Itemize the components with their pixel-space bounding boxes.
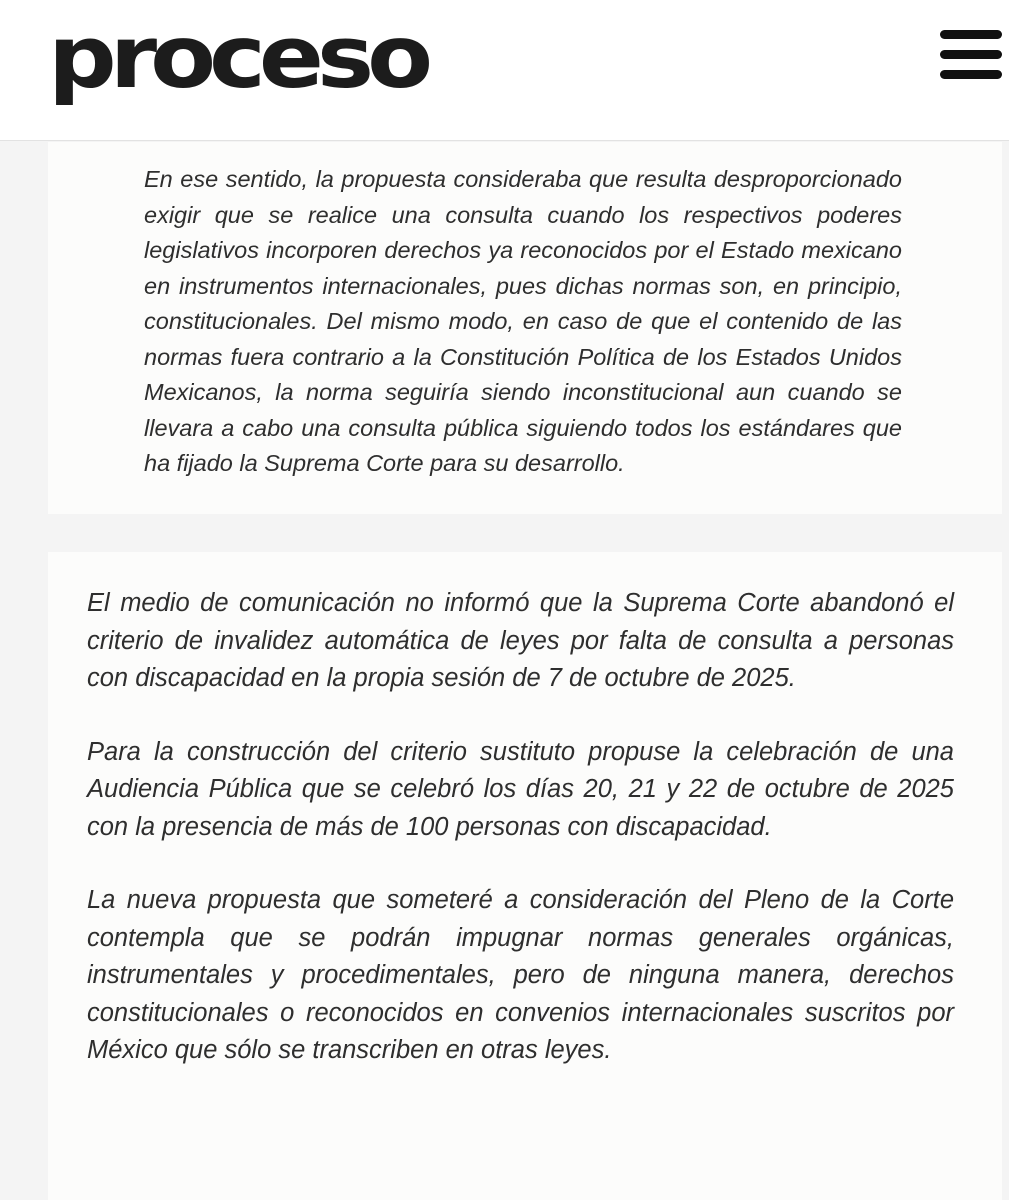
document-2-paragraph-1: El medio de comunicación no informó que la Suprema Corte abandonó el criterio de invalidez automática de leyes por falta de consulta a personas con discapacidad en la propia sesión de 7 de octubre de 2025. [87, 589, 954, 692]
hamburger-menu-icon[interactable] [940, 30, 1002, 80]
document-excerpt-1 [48, 142, 1002, 514]
menu-bar-middle [940, 50, 1002, 59]
menu-bar-top [940, 30, 1002, 39]
document-2-paragraph-2: Para la construcción del criterio sustituto propuse la celebración de una Audiencia Pública que se celebró los días 20, 21 y 22 de octubre de 2025 con la presencia de más de 100 personas con discapacidad. [87, 737, 954, 841]
document-excerpt-2 [48, 552, 1002, 1200]
proceso-logo[interactable]: proceso [48, 6, 427, 108]
document-1-paragraph: En ese sentido, la propuesta consideraba que resulta desproporcionado exigir que se realice una consulta cuando los respectivos poderes legislativos incorporen derechos ya reconocidos por el Estado mexicano en instrumentos internacionales, pues dichas normas son, en principio, constitucionales. Del mismo modo, en caso de que el contenido de las normas fuera contrario a la Constitución Política de los Estados Unidos Mexicanos, la norma seguiría siendo inconstitucional aun cuando se llevara a cabo una consulta pública siguiendo todos los estándares que ha fijado la Suprema Corte para su desarrollo. [144, 166, 902, 476]
site-header [0, 0, 1009, 141]
document-2-paragraph-3: La nueva propuesta que someteré a consideración del Pleno de la Corte contempla que se podrán impugnar normas generales orgánicas, instrumentales y procedimentales, pero de ninguna manera, derechos constitucionales o reconocidos en convenios internacionales suscritos por México que sólo se transcriben en otras leyes. [87, 886, 954, 1064]
menu-bar-bottom [940, 70, 1002, 79]
